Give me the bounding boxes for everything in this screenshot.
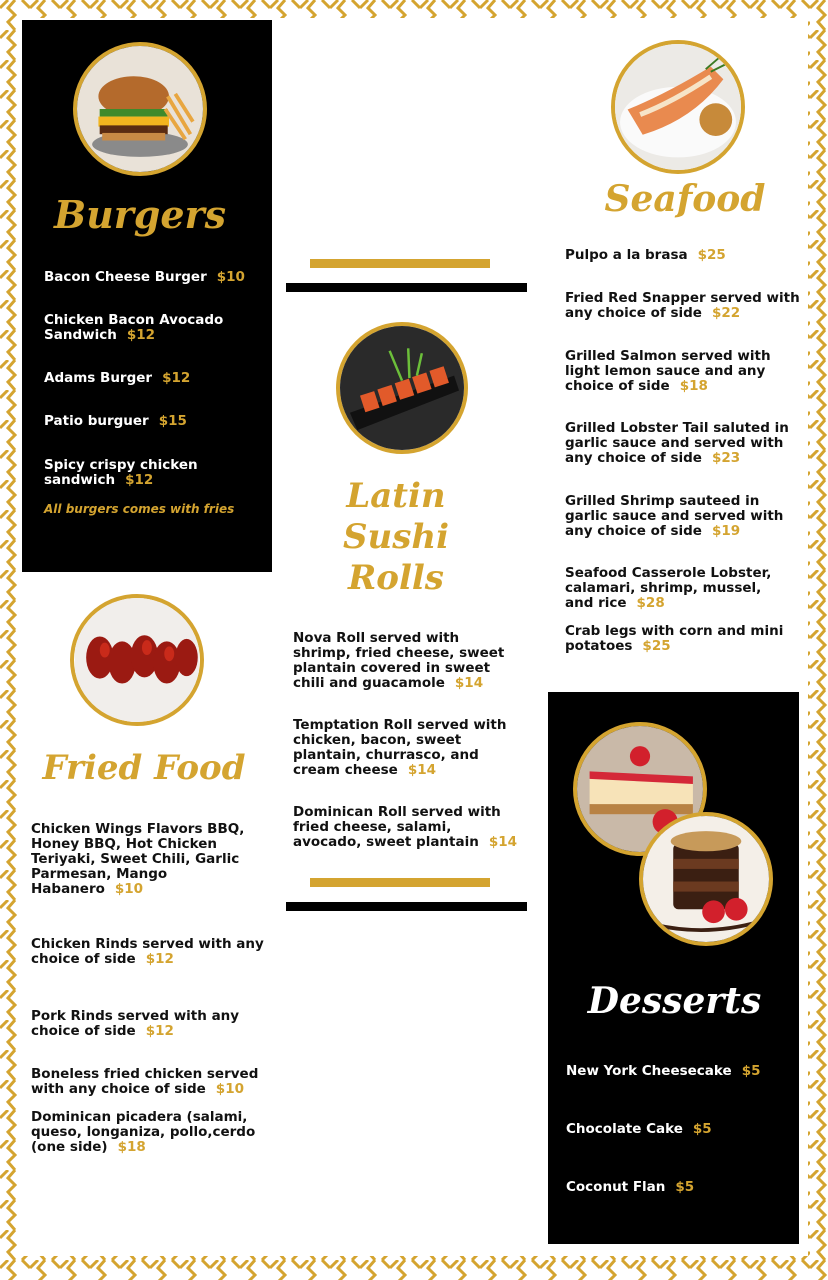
item-name: Grilled Lobster Tail saluted in garlic sauce and served with any choice of side — [565, 420, 789, 466]
item-price: $23 — [711, 450, 741, 466]
menu-item — [565, 349, 777, 394]
salmon-photo — [611, 40, 745, 174]
item-price: $19 — [711, 523, 741, 539]
menu-item — [566, 1064, 791, 1079]
item-name: New York Cheesecake — [566, 1063, 732, 1079]
item-name: Adams Burger — [44, 370, 153, 386]
sushi-title: Latin Sushi Rolls — [342, 476, 450, 598]
menu-item — [293, 805, 521, 850]
menu-item — [293, 718, 528, 778]
menu-item — [31, 1009, 246, 1039]
burgers-title: Burgers — [54, 192, 226, 237]
item-price: $15 — [158, 413, 187, 429]
item-name: Bacon Cheese Burger — [44, 269, 207, 285]
menu-item — [44, 458, 219, 488]
item-name: Nova Roll served with shrimp, fried cheese, sweet plantain covered in sweet chili and guacamole — [293, 630, 505, 691]
item-price: $14 — [488, 834, 518, 850]
fried-title: Fried Food — [42, 748, 246, 788]
item-name: Chicken Bacon Avocado Sandwich — [44, 312, 224, 343]
menu-item — [31, 1110, 261, 1155]
burgers-note: All burgers comes with fries — [44, 502, 235, 516]
item-price: $12 — [162, 370, 191, 386]
chocolate-cake-photo — [639, 812, 773, 946]
item-price: $5 — [692, 1121, 712, 1137]
item-price: $10 — [216, 269, 245, 285]
gold-divider — [310, 878, 490, 887]
item-name: Dominican Roll served with fried cheese, salami, avocado, sweet plantain — [293, 804, 501, 850]
item-name: Temptation Roll served with chicken, bacon, sweet plantain, churrasco, and cream cheese — [293, 717, 507, 778]
item-name: Chicken Wings Flavors BBQ, Honey BBQ, Hot Chicken Teriyaki, Sweet Chili, Garlic Parmesan, Mango Habanero — [31, 821, 245, 897]
item-name: Fried Red Snapper served with any choice of side — [565, 290, 800, 321]
item-price: $22 — [711, 305, 741, 321]
item-price: $12 — [145, 1023, 174, 1039]
item-price: $18 — [679, 378, 708, 394]
desserts-title: Desserts — [587, 980, 762, 1022]
item-name: Seafood Casserole Lobster, calamari, shrimp, mussel, and rice — [565, 565, 772, 611]
item-name: Boneless fried chicken served with any choice of side — [31, 1066, 259, 1097]
menu-item — [44, 313, 244, 343]
gold-divider — [310, 259, 490, 268]
item-name: Pulpo a la brasa — [565, 247, 688, 263]
menu-item — [44, 414, 254, 429]
item-price: $25 — [642, 638, 671, 654]
sushi-photo — [336, 322, 468, 454]
item-price: $14 — [407, 762, 436, 778]
item-price: $5 — [675, 1179, 695, 1195]
item-name: Grilled Salmon served with light lemon sauce and any choice of side — [565, 348, 771, 394]
menu-item — [565, 291, 805, 321]
menu-item — [31, 1067, 266, 1097]
menu-item — [44, 371, 254, 386]
item-name: Grilled Shrimp sauteed in garlic sauce and served with any choice of side — [565, 493, 784, 539]
menu-item — [565, 494, 790, 539]
item-name: Spicy crispy chicken sandwich — [44, 457, 198, 488]
item-name: Coconut Flan — [566, 1179, 666, 1195]
seafood-title: Seafood — [604, 178, 766, 220]
item-name: Dominican picadera (salami, queso, longaniza, pollo,cerdo (one side) — [31, 1109, 256, 1155]
menu-item — [565, 566, 780, 611]
item-price: $10 — [215, 1081, 244, 1097]
menu-item — [44, 270, 254, 285]
item-price: $12 — [126, 327, 156, 343]
item-price: $14 — [454, 675, 484, 691]
item-name: Chicken Rinds served with any choice of side — [31, 936, 264, 967]
menu-item — [565, 248, 790, 263]
burger-photo — [73, 42, 207, 176]
item-name: Chocolate Cake — [566, 1121, 683, 1137]
menu-item — [566, 1180, 791, 1195]
menu-item — [31, 822, 256, 897]
item-price: $18 — [117, 1139, 146, 1155]
black-divider — [286, 283, 527, 292]
item-name: Crab legs with corn and mini potatoes — [565, 623, 784, 654]
item-price: $12 — [145, 951, 174, 967]
item-price: $28 — [636, 595, 665, 611]
item-name: Pork Rinds served with any choice of side — [31, 1008, 240, 1039]
menu-item — [566, 1122, 791, 1137]
item-price: $5 — [741, 1063, 761, 1079]
menu-item — [565, 624, 790, 654]
item-price: $25 — [697, 247, 726, 263]
item-name: Patio burguer — [44, 413, 149, 429]
wings-photo — [70, 594, 204, 726]
black-divider — [286, 902, 527, 911]
item-price: $10 — [114, 881, 144, 897]
menu-item — [565, 421, 790, 466]
item-price: $12 — [125, 472, 154, 488]
menu-item — [293, 631, 521, 691]
menu-item — [31, 937, 269, 967]
